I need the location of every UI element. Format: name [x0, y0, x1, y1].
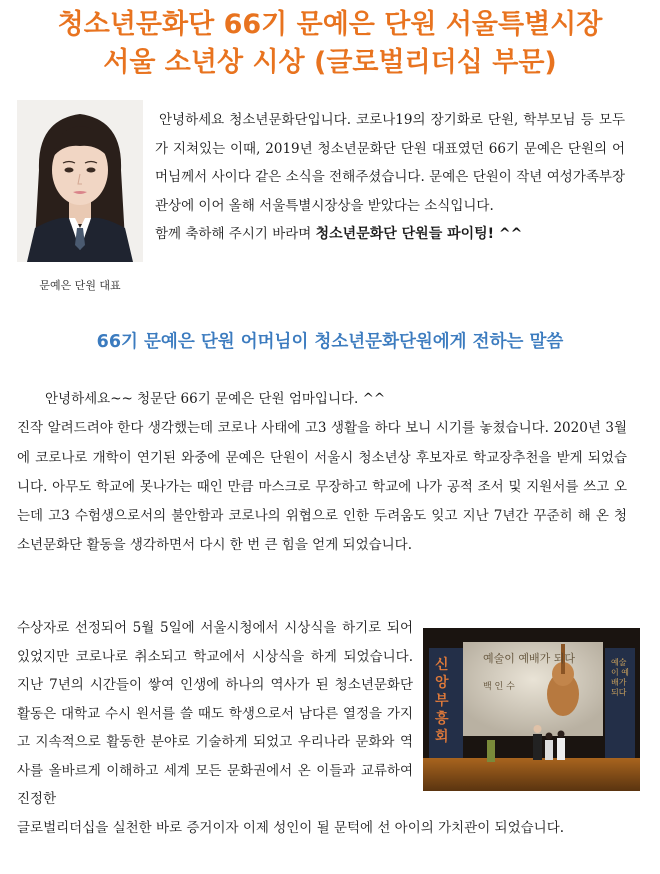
intro-section — [155, 106, 625, 249]
stage-vertical-right: 예술이 예배가 되다 — [611, 658, 629, 697]
title-line-1: 청소년문화단 66기 문예은 단원 서울특별시장 — [57, 9, 603, 40]
letter-body: 진작 알려드려야 한다 생각했는데 코로나 사태에 고3 생활을 하다 보니 시기를 놓쳤습니다. 2020년 3월에 코로나로 개학이 연기된 와중에 문예은 단원이 서울시 청소년상 후보자로 학교장추천을 받게 되었습니다. 아무도 학교에 못나가는 때인 만큼 마스크로 무장하고 학교에 나가 공적 조서 및 지원서를 쓰고 오는데 고3 수험생으로서의 불안함과 코로나의 위협으로 인한 두려움도 잊고 지난 7년간 꾸준히 해 온 청소년문화단 활동을 생각하면서 다시 한 번 큰 힘을 얻게 되었습니다. — [17, 420, 627, 554]
award-continuation: 글로벌리더십을 실천한 바로 증거이자 이제 성인이 될 문턱에 선 아이의 가치관이 되었습니다. — [17, 820, 565, 836]
photo-caption: 문예은 단원 대표 — [39, 279, 121, 292]
stage-banner-text: 예술이 예배가 되다 — [483, 652, 576, 665]
intro-cheer — [155, 220, 625, 249]
award-paragraph: 수상자로 선정되어 5월 5일에 서울시청에서 시상식을 하기로 되어있었지만 코로나로 취소되고 학교에서 시상식을 하게 되었습니다. 지난 7년의 시간들이 쌓여 인생에 하나의 역사가 된 청소년문화단 활동은 대학교 수시 원서를 쓸 때도 학생으로서 남다른 열정을 가지고 지속적으로 활동한 분야로 기술하게 되었고 우리나라 문화와 역사를 올바르게 이해하고 세계 모든 문화권에서 온 이들과 교류하여 진정한 — [17, 620, 413, 807]
intro-paragraph: 안녕하세요 청소년문화단입니다. 코로나19의 장기화로 단원, 학부모님 등 모두가 지쳐있는 이때, 2019년 청소년문화단 단원 대표였던 66기 문예은 단원의 어머님께서 사이다 같은 소식을 전해주셨습니다. 문예은 단원이 작년 여성가족부장관상에 이어 올해 서울특별시장상을 받았다는 소식입니다. — [155, 112, 625, 214]
title-line-2: 서울 소년상 시상 (글로벌리더십 부문) — [103, 47, 557, 78]
portrait-photo-icon — [17, 100, 143, 262]
cheer-strong: 청소년문화단 단원들 파이팅! ^^ — [315, 226, 523, 243]
page-title — [0, 6, 660, 82]
stage-ceremony-photo-icon — [423, 628, 640, 791]
section-subtitle: 66기 문예은 단원 어머님이 청소년문화단원에게 전하는 말씀 — [96, 332, 564, 352]
letter-greeting: 안녕하세요~~ 청문단 66기 문예은 단원 엄마입니다. ^^ — [45, 391, 386, 407]
stage-banner-name: 백 인 수 — [483, 682, 515, 692]
letter-section — [17, 385, 627, 561]
cheer-prefix: 함께 축하해 주시기 바라며 — [155, 226, 316, 243]
stage-vertical-left: 신앙부흥회 — [435, 657, 449, 745]
